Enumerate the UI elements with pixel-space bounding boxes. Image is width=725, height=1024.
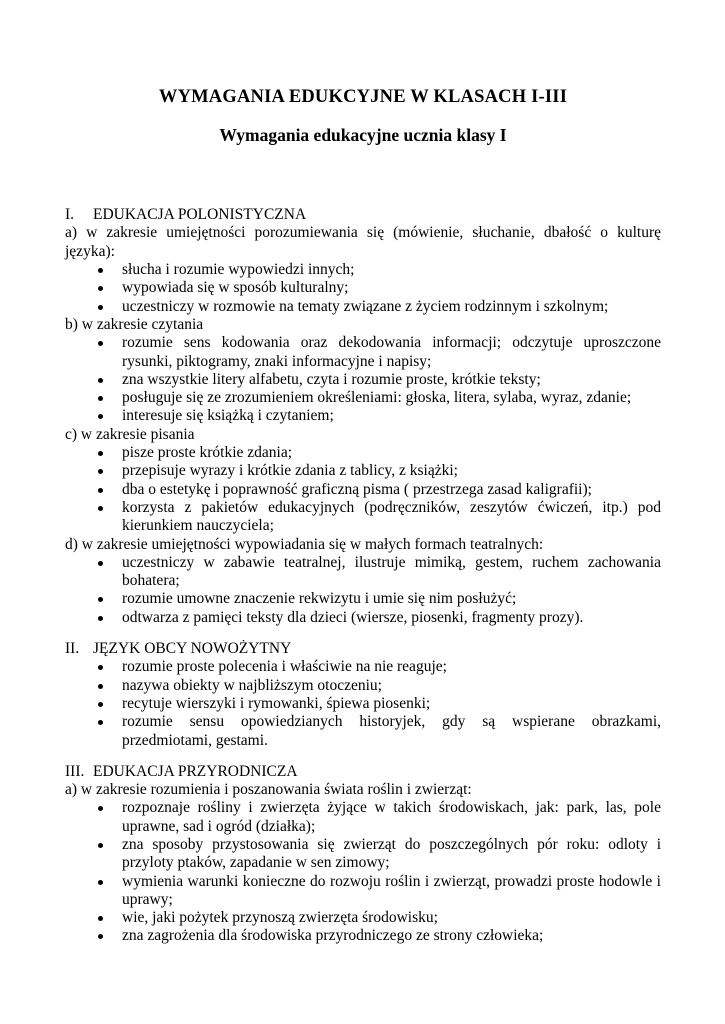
list-item: wie, jaki pożytek przynoszą zwierzęta środowisku; [122,909,661,927]
subsection-label: c) w zakresie pisania [65,425,195,443]
list-item: rozpoznaje rośliny i zwierzęta żyjące w takich środowiskach, jak: park, las, pole uprawne, sad i ogród (działka); [122,799,661,835]
bullet-list [65,334,661,425]
list-item: nazywa obiekty w najbliższym otoczeniu; [122,677,661,695]
bullet-list [65,658,661,749]
section-title: JĘZYK OBCY NOWOŻYTNY [93,640,292,658]
bullet-list [65,799,661,945]
list-item: zna sposoby przystosowania się zwierząt do poszczególnych pór roku: odloty i przyloty ptaków, zapadanie w sen zimowy; [122,835,661,872]
bullet-list [65,444,661,535]
list-item: interesuje się książką i czytaniem; [122,407,661,425]
list-item: zna zagrożenia dla środowiska przyrodniczego ze strony człowieka; [122,927,661,945]
subsection-label: d) w zakresie umiejętności wypowiadania się w małych formach teatralnych: [65,535,544,553]
list-item: posługuje się ze zrozumieniem określeniami: głoska, litera, sylaba, wyraz, zdanie; [122,389,661,407]
list-item: uczestniczy w zabawie teatralnej, ilustruje mimiką, gestem, ruchem zachowania bohatera; [122,553,661,590]
list-item: korzysta z pakietów edukacyjnych (podręczników, zeszytów ćwiczeń, itp.) pod kierunkiem nauczyciela; [122,498,661,535]
list-item: recytuje wierszyki i rymowanki, śpiewa piosenki; [122,695,661,713]
list-item: wymienia warunki konieczne do rozwoju roślin i zwierząt, prowadzi proste hodowle i uprawy; [122,872,661,908]
section [65,763,661,946]
list-item: wypowiada się w sposób kulturalny; [122,279,661,297]
subsection-label: a) w zakresie umiejętności porozumiewania się (mówienie, słuchanie, dbałość o kulturę języka): [65,224,661,260]
list-item: słucha i rozumie wypowiedzi innych; [122,261,661,279]
list-item: rozumie proste polecenia i właściwie na nie reaguje; [122,658,661,676]
document-title: WYMAGANIA EDUKCYJNE W KLASACH I-III [158,87,568,107]
list-item: odtwarza z pamięci teksty dla dzieci (wiersze, piosenki, fragmenty prozy). [122,609,661,627]
list-item: pisze proste krótkie zdania; [122,444,661,462]
section-number: I. [65,206,75,224]
section [65,640,661,750]
section-number: II. [65,640,80,658]
section-title: EDUKACJA POLONISTYCZNA [93,206,307,224]
section-heading [65,640,661,658]
bullet-list [65,261,661,316]
list-item: rozumie sensu opowiedzianych historyjek, gdy są wspierane obrazkami, przedmiotami, gestami. [122,713,661,749]
document-subtitle: Wymagania edukacyjne ucznia klasy I [219,125,507,146]
section-number: III. [65,762,85,780]
list-item: uczestniczy w rozmowie na tematy związane z życiem rodzinnym i szkolnym; [122,298,661,316]
section-heading [65,206,661,224]
list-item: przepisuje wyrazy i krótkie zdania z tablicy, z książki; [122,462,661,480]
list-item: rozumie sens kodowania oraz dekodowania informacji; odczytuje uproszczone rysunki, piktogramy, znaki informacyjne i napisy; [122,334,661,370]
document-body [65,206,661,946]
section [65,206,661,627]
list-item: rozumie umowne znaczenie rekwizytu i umie się nim posłużyć; [122,590,661,608]
section-heading [65,763,661,781]
list-item: zna wszystkie litery alfabetu, czyta i rozumie proste, krótkie teksty; [122,371,661,389]
subsection-label: b) w zakresie czytania [65,315,204,333]
subsection-label: a) w zakresie rozumienia i poszanowania świata roślin i zwierząt: [65,781,472,799]
section-title: EDUKACJA PRZYRODNICZA [93,762,298,780]
bullet-list [65,554,661,627]
list-item: dba o estetykę i poprawność graficzną pisma ( przestrzega zasad kaligrafii); [122,481,661,499]
